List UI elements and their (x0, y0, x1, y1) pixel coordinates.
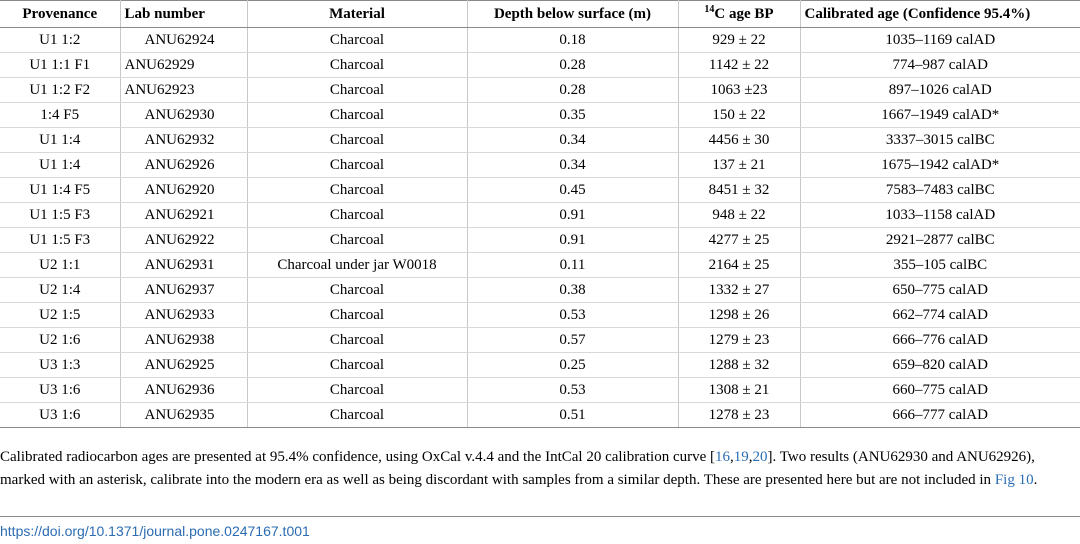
cell-provenance: U1 1:4 (0, 128, 120, 153)
cell-c14-age: 4456 ± 30 (678, 128, 800, 153)
cell-calibrated-age: 662–774 calAD (800, 303, 1080, 328)
cell-depth: 0.34 (467, 128, 678, 153)
cell-lab-number: ANU62938 (120, 328, 247, 353)
table-row (0, 203, 1080, 228)
cell-provenance: U1 1:4 F5 (0, 178, 120, 203)
doi-link[interactable]: https://doi.org/10.1371/journal.pone.0247167.t001 (0, 523, 310, 539)
table-row (0, 353, 1080, 378)
cell-material: Charcoal (247, 128, 467, 153)
cell-material: Charcoal (247, 53, 467, 78)
cell-provenance: U3 1:6 (0, 378, 120, 403)
cell-lab-number: ANU62936 (120, 378, 247, 403)
ref-link-16[interactable]: 16 (715, 449, 731, 465)
table-row (0, 278, 1080, 303)
cell-provenance: U1 1:1 F1 (0, 53, 120, 78)
caption-separator-2: , (748, 449, 753, 465)
cell-depth: 0.51 (467, 403, 678, 428)
c14-superscript: 14 (704, 3, 715, 15)
cell-c14-age: 1142 ± 22 (678, 53, 800, 78)
header-depth: Depth below surface (m) (467, 1, 678, 28)
table-row (0, 103, 1080, 128)
cell-material: Charcoal (247, 178, 467, 203)
cell-depth: 0.28 (467, 78, 678, 103)
cell-lab-number: ANU62923 (120, 78, 247, 103)
cell-c14-age: 1308 ± 21 (678, 378, 800, 403)
table-row (0, 228, 1080, 253)
cell-depth: 0.53 (467, 378, 678, 403)
cell-material: Charcoal (247, 203, 467, 228)
header-calibrated-age: Calibrated age (Confidence 95.4%) (800, 1, 1080, 28)
cell-calibrated-age: 355–105 calBC (800, 253, 1080, 278)
cell-provenance: 1:4 F5 (0, 103, 120, 128)
cell-lab-number: ANU62926 (120, 153, 247, 178)
cell-calibrated-age: 659–820 calAD (800, 353, 1080, 378)
table-row (0, 403, 1080, 428)
cell-c14-age: 4277 ± 25 (678, 228, 800, 253)
cell-lab-number: ANU62925 (120, 353, 247, 378)
cell-lab-number: ANU62921 (120, 203, 247, 228)
cell-calibrated-age: 1675–1942 calAD* (800, 153, 1080, 178)
cell-material: Charcoal under jar W0018 (247, 253, 467, 278)
table-caption (0, 446, 1070, 492)
cell-provenance: U1 1:5 F3 (0, 203, 120, 228)
cell-depth: 0.25 (467, 353, 678, 378)
cell-depth: 0.53 (467, 303, 678, 328)
header-lab-number: Lab number (120, 1, 247, 28)
cell-lab-number: ANU62930 (120, 103, 247, 128)
caption-separator-1: , (730, 449, 734, 465)
cell-depth: 0.18 (467, 28, 678, 53)
cell-provenance: U1 1:2 (0, 28, 120, 53)
cell-c14-age: 137 ± 21 (678, 153, 800, 178)
cell-provenance: U2 1:5 (0, 303, 120, 328)
cell-material: Charcoal (247, 303, 467, 328)
cell-depth: 0.91 (467, 228, 678, 253)
table-header-row (0, 1, 1080, 28)
footer-divider (0, 516, 1080, 517)
cell-calibrated-age: 7583–7483 calBC (800, 178, 1080, 203)
table-row (0, 28, 1080, 53)
cell-lab-number: ANU62929 (120, 53, 247, 78)
cell-calibrated-age: 897–1026 calAD (800, 78, 1080, 103)
cell-calibrated-age: 774–987 calAD (800, 53, 1080, 78)
cell-provenance: U3 1:3 (0, 353, 120, 378)
fig-10-link[interactable]: Fig 10 (994, 472, 1034, 488)
cell-lab-number: ANU62931 (120, 253, 247, 278)
cell-material: Charcoal (247, 228, 467, 253)
cell-material: Charcoal (247, 378, 467, 403)
cell-lab-number: ANU62920 (120, 178, 247, 203)
caption-text-1: Calibrated radiocarbon ages are presented at 95.4% confidence, using OxCal v.4.4 and the IntCal 20 calibration curve [ (0, 449, 716, 465)
cell-c14-age: 1279 ± 23 (678, 328, 800, 353)
cell-calibrated-age: 1033–1158 calAD (800, 203, 1080, 228)
cell-lab-number: ANU62935 (120, 403, 247, 428)
cell-depth: 0.45 (467, 178, 678, 203)
cell-calibrated-age: 660–775 calAD (800, 378, 1080, 403)
cell-depth: 0.91 (467, 203, 678, 228)
cell-calibrated-age: 1667–1949 calAD* (800, 103, 1080, 128)
cell-c14-age: 150 ± 22 (678, 103, 800, 128)
cell-provenance: U3 1:6 (0, 403, 120, 428)
cell-depth: 0.38 (467, 278, 678, 303)
ref-link-19[interactable]: 19 (733, 449, 749, 465)
cell-lab-number: ANU62924 (120, 28, 247, 53)
cell-material: Charcoal (247, 278, 467, 303)
table-row (0, 303, 1080, 328)
c14-header-text: C age BP (714, 5, 774, 22)
cell-c14-age: 1288 ± 32 (678, 353, 800, 378)
cell-c14-age: 929 ± 22 (678, 28, 800, 53)
cell-c14-age: 1332 ± 27 (678, 278, 800, 303)
caption-text-2: ]. Two results (ANU62930 and ANU62926), marked with an asterisk, calibrate into the modern era as well as being discordant with samples from a similar depth. These are presented here but are not included in (0, 449, 1035, 488)
cell-provenance: U2 1:4 (0, 278, 120, 303)
cell-material: Charcoal (247, 403, 467, 428)
header-material: Material (247, 1, 467, 28)
cell-c14-age: 1063 ±23 (678, 78, 800, 103)
cell-material: Charcoal (247, 78, 467, 103)
table-row (0, 153, 1080, 178)
cell-c14-age: 948 ± 22 (678, 203, 800, 228)
cell-c14-age: 8451 ± 32 (678, 178, 800, 203)
cell-provenance: U1 1:2 F2 (0, 78, 120, 103)
cell-calibrated-age: 650–775 calAD (800, 278, 1080, 303)
cell-provenance: U1 1:4 (0, 153, 120, 178)
table-row (0, 128, 1080, 153)
caption-text-3: . (1033, 472, 1038, 488)
cell-depth: 0.35 (467, 103, 678, 128)
table-row (0, 328, 1080, 353)
cell-depth: 0.11 (467, 253, 678, 278)
header-provenance: Provenance (0, 1, 120, 28)
table-body (0, 28, 1080, 428)
cell-material: Charcoal (247, 28, 467, 53)
table-row (0, 53, 1080, 78)
cell-lab-number: ANU62937 (120, 278, 247, 303)
cell-calibrated-age: 666–777 calAD (800, 403, 1080, 428)
table-row (0, 78, 1080, 103)
cell-lab-number: ANU62922 (120, 228, 247, 253)
cell-depth: 0.34 (467, 153, 678, 178)
cell-calibrated-age: 2921–2877 calBC (800, 228, 1080, 253)
cell-calibrated-age: 666–776 calAD (800, 328, 1080, 353)
cell-calibrated-age: 1035–1169 calAD (800, 28, 1080, 53)
table-row (0, 253, 1080, 278)
cell-material: Charcoal (247, 153, 467, 178)
table-row (0, 178, 1080, 203)
cell-c14-age: 2164 ± 25 (678, 253, 800, 278)
cell-depth: 0.28 (467, 53, 678, 78)
cell-provenance: U1 1:5 F3 (0, 228, 120, 253)
cell-lab-number: ANU62932 (120, 128, 247, 153)
cell-material: Charcoal (247, 353, 467, 378)
header-c14-age (678, 1, 800, 28)
ref-link-20[interactable]: 20 (752, 449, 768, 465)
table-row (0, 378, 1080, 403)
cell-depth: 0.57 (467, 328, 678, 353)
cell-material: Charcoal (247, 328, 467, 353)
cell-material: Charcoal (247, 103, 467, 128)
cell-lab-number: ANU62933 (120, 303, 247, 328)
cell-c14-age: 1298 ± 26 (678, 303, 800, 328)
cell-calibrated-age: 3337–3015 calBC (800, 128, 1080, 153)
cell-c14-age: 1278 ± 23 (678, 403, 800, 428)
cell-provenance: U2 1:1 (0, 253, 120, 278)
cell-provenance: U2 1:6 (0, 328, 120, 353)
